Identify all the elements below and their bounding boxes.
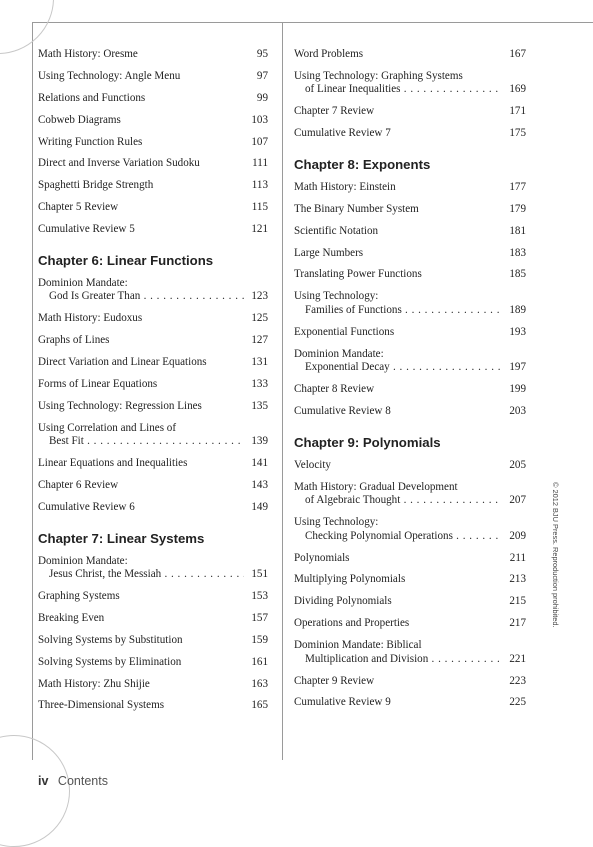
toc-entry	[294, 696, 526, 710]
toc-entry-title	[294, 326, 502, 340]
toc-entry	[38, 590, 268, 604]
toc-entry-title-line: Graphing Systems	[38, 590, 120, 602]
copyright-note: © 2012 BJU Press. Reproduction prohibited.	[551, 482, 560, 628]
toc-entry	[294, 268, 526, 282]
toc-entry-title-line2	[294, 530, 502, 544]
toc-entry-title	[38, 223, 244, 237]
toc-entry	[38, 457, 268, 471]
chapter-heading: Chapter 8: Exponents	[294, 156, 431, 172]
toc-entry-title	[294, 617, 502, 631]
toc-entry-title-line2	[294, 361, 502, 375]
toc-entry	[38, 277, 268, 304]
toc-entry-title-line2	[38, 435, 244, 449]
toc-entry-title-line: Spaghetti Bridge Strength	[38, 179, 154, 192]
toc-entry-page: 207	[509, 494, 526, 507]
toc-entry	[38, 400, 268, 414]
toc-entry-title	[294, 573, 502, 587]
toc-entry-page: 223	[509, 674, 526, 687]
toc-entry	[294, 595, 526, 609]
toc-entry-title-line: Math History: Gradual Development	[294, 480, 458, 493]
toc-entry	[38, 157, 268, 171]
toc-entry-page: 161	[251, 655, 268, 668]
toc-entry	[38, 92, 268, 106]
toc-entry	[38, 479, 268, 493]
toc-entry-title-line: Chapter 6 Review	[38, 479, 119, 492]
toc-entry-page: 183	[509, 246, 526, 259]
toc-entry-title-line: Using Technology: Graphing Systems	[294, 69, 463, 82]
toc-entry-page: 151	[251, 568, 268, 581]
toc-entry-title	[294, 203, 502, 217]
toc-entry-title	[294, 181, 502, 195]
toc-entry-title-line: Scientific Notation	[294, 224, 379, 237]
toc-entry	[294, 290, 526, 317]
toc-entry	[38, 136, 268, 150]
toc-entry-page: 171	[509, 105, 526, 118]
toc-entry-title	[294, 70, 502, 97]
toc-entry-page: 125	[251, 312, 268, 325]
dot-leader	[140, 290, 244, 302]
toc-entry-page: 159	[251, 633, 268, 646]
toc-entry	[294, 573, 526, 587]
toc-entry-page: 153	[251, 590, 268, 602]
left-rule	[32, 22, 33, 760]
toc-entry-title-line2-text: of Algebraic Thought	[305, 494, 401, 507]
toc-entry	[294, 516, 526, 543]
toc-entry	[38, 501, 268, 515]
toc-entry-page: 169	[509, 83, 526, 96]
toc-entry-page: 141	[251, 457, 268, 470]
toc-entry-title-line: Breaking Even	[38, 611, 105, 624]
toc-entry-title-line: Math History: Oresme	[38, 48, 138, 60]
toc-entry-title	[38, 501, 244, 515]
toc-entry-title-line: Velocity	[294, 458, 331, 471]
toc-entry-page: 177	[509, 180, 526, 193]
toc-entry	[38, 612, 268, 626]
toc-entry	[294, 70, 526, 97]
toc-entry-title-line: Dominion Mandate: Biblical	[294, 639, 422, 652]
footer-label: Contents	[57, 774, 108, 788]
toc-entry-title	[294, 595, 502, 609]
toc-entry-title	[38, 334, 244, 348]
dot-leader	[402, 304, 502, 316]
toc-entry-title-line: Math History: Zhu Shijie	[38, 677, 150, 690]
toc-entry-title-line: Solving Systems by Elimination	[38, 655, 182, 668]
toc-entry-title	[294, 348, 502, 375]
toc-entry-title	[294, 290, 502, 317]
toc-entry-page: 149	[251, 500, 268, 513]
toc-entry-title	[294, 247, 502, 261]
toc-entry-title	[294, 516, 502, 543]
toc-entry-page: 143	[251, 479, 268, 492]
toc-entry	[38, 422, 268, 449]
toc-entry-title-line: Translating Power Functions	[294, 268, 422, 281]
toc-entry-title-line: Operations and Properties	[294, 617, 410, 630]
toc-entry-title-line: Relations and Functions	[38, 91, 146, 104]
toc-entry-page: 203	[509, 405, 526, 418]
toc-entry-page: 133	[251, 377, 268, 390]
toc-entry	[294, 617, 526, 631]
chapter-heading: Chapter 9: Polynomials	[294, 434, 441, 450]
toc-entry-page: 225	[509, 696, 526, 709]
toc-entry-title	[38, 612, 244, 626]
toc-entry	[38, 634, 268, 648]
toc-entry-page: 135	[251, 399, 268, 412]
toc-entry-title-line: Cobweb Diagrams	[38, 113, 121, 126]
toc-entry-page: 121	[251, 223, 268, 236]
toc-entry-page: 185	[509, 268, 526, 281]
toc-entry-page: 211	[509, 551, 526, 564]
toc-entry-title-line: Using Technology:	[294, 516, 379, 529]
toc-entry-title	[38, 114, 244, 128]
toc-entry-page: 107	[251, 135, 268, 148]
toc-entry-title	[38, 312, 244, 326]
toc-right-column	[294, 48, 526, 718]
toc-entry-page: 97	[256, 69, 268, 82]
toc-entry-title	[38, 378, 244, 392]
toc-entry-title	[294, 552, 502, 566]
toc-entry-page: 163	[251, 677, 268, 690]
toc-entry	[294, 181, 526, 195]
toc-entry-title-line2	[294, 304, 502, 318]
toc-entry-title-line: Multiplying Polynomials	[294, 573, 406, 586]
toc-entry-page: 189	[509, 303, 526, 316]
toc-entry-title	[38, 136, 244, 150]
toc-entry-title-line: Word Problems	[294, 48, 364, 60]
toc-entry-title	[38, 70, 244, 84]
toc-entry	[38, 334, 268, 348]
toc-entry-title-line: Chapter 5 Review	[38, 201, 119, 214]
toc-entry-title-line2-text: Jesus Christ, the Messiah	[49, 568, 162, 581]
toc-entry	[38, 656, 268, 670]
toc-entry-title	[294, 268, 502, 282]
toc-left-column	[38, 48, 268, 721]
decorative-arc-bottom	[0, 735, 70, 847]
toc-entry-page: 221	[509, 652, 526, 665]
toc-entry	[38, 378, 268, 392]
toc-entry	[38, 223, 268, 237]
toc-entry-title-line2-text: Best Fit	[49, 435, 84, 448]
toc-entry-title	[294, 127, 502, 141]
top-rule	[32, 22, 593, 23]
toc-entry-title	[294, 459, 502, 473]
toc-entry-title	[38, 48, 244, 62]
toc-entry-title-line: Cumulative Review 7	[294, 127, 391, 140]
toc-entry-title	[294, 639, 502, 666]
toc-entry-title-line: Solving Systems by Substitution	[38, 633, 183, 646]
toc-entry-title-line: Polynomials	[294, 551, 350, 564]
toc-entry-page: 181	[509, 224, 526, 237]
toc-entry-title-line2	[294, 494, 502, 508]
toc-entry-title-line2-text: Families of Functions	[305, 303, 402, 316]
dot-leader	[400, 494, 502, 506]
toc-entry-title	[38, 457, 244, 471]
toc-entry-title-line2-text: Checking Polynomial Operations	[305, 529, 453, 542]
toc-entry	[294, 481, 526, 508]
toc-entry-title-line2-text: God Is Greater Than	[49, 290, 141, 303]
toc-entry-title-line2	[38, 568, 244, 582]
toc-entry-title	[294, 383, 502, 397]
toc-entry	[38, 678, 268, 692]
toc-entry-title-line: Chapter 8 Review	[294, 383, 375, 396]
toc-entry-title-line: Math History: Einstein	[294, 180, 396, 193]
toc-entry-page: 115	[251, 201, 268, 214]
toc-entry-title	[38, 590, 244, 604]
toc-entry	[294, 639, 526, 666]
toc-entry-page: 127	[251, 334, 268, 347]
toc-entry-title-line: Cumulative Review 5	[38, 223, 135, 236]
toc-entry-title	[38, 277, 244, 304]
toc-entry-page: 199	[509, 383, 526, 396]
toc-entry	[38, 555, 268, 582]
toc-entry-title-line: Chapter 7 Review	[294, 105, 375, 118]
toc-entry-title	[38, 356, 244, 370]
toc-entry-page: 215	[509, 595, 526, 608]
toc-entry-title	[38, 92, 244, 106]
toc-entry-page: 113	[251, 179, 268, 192]
toc-entry-title	[294, 48, 502, 62]
toc-entry-title	[294, 675, 502, 689]
toc-entry-title-line: Dividing Polynomials	[294, 595, 392, 608]
toc-entry	[38, 356, 268, 370]
toc-entry	[294, 552, 526, 566]
toc-entry-title-line2-text: Exponential Decay	[305, 361, 390, 374]
toc-entry-title-line: Cumulative Review 6	[38, 500, 135, 513]
toc-entry-title-line: Direct Variation and Linear Equations	[38, 355, 207, 368]
toc-entry	[294, 225, 526, 239]
toc-entry-page: 193	[509, 325, 526, 338]
toc-entry	[294, 405, 526, 419]
toc-entry-title-line: Linear Equations and Inequalities	[38, 457, 188, 470]
toc-entry-page: 209	[509, 529, 526, 542]
toc-entry-title-line: Three-Dimensional Systems	[38, 699, 165, 712]
dot-leader	[453, 530, 502, 542]
toc-entry-page: 95	[256, 48, 268, 60]
toc-entry-title-line: Graphs of Lines	[38, 334, 110, 347]
toc-entry	[38, 699, 268, 713]
toc-entry	[38, 312, 268, 326]
toc-entry-title-line: Forms of Linear Equations	[38, 377, 158, 390]
toc-entry-title-line: Using Technology:	[294, 290, 379, 303]
toc-entry-title-line2	[294, 653, 502, 667]
toc-entry-title	[294, 696, 502, 710]
toc-entry-page: 213	[509, 573, 526, 586]
toc-entry	[294, 247, 526, 261]
toc-entry	[294, 675, 526, 689]
toc-entry-title-line: Cumulative Review 9	[294, 696, 391, 709]
toc-entry-page: 167	[509, 48, 526, 60]
toc-entry-title-line: Direct and Inverse Variation Sudoku	[38, 157, 200, 170]
page-footer	[38, 774, 108, 788]
toc-entry-title	[38, 157, 244, 171]
toc-entry-page: 217	[509, 617, 526, 630]
toc-entry-title	[38, 678, 244, 692]
toc-entry-title-line: Writing Function Rules	[38, 135, 143, 148]
toc-entry	[294, 203, 526, 217]
toc-entry	[38, 48, 268, 62]
dot-leader	[161, 568, 244, 580]
toc-entry-title	[294, 405, 502, 419]
toc-entry-title	[38, 179, 244, 193]
toc-entry-title	[294, 481, 502, 508]
toc-entry-title-line: Exponential Functions	[294, 325, 395, 338]
toc-entry-page: 197	[509, 361, 526, 374]
toc-entry-title	[294, 225, 502, 239]
toc-entry-title-line: Dominion Mandate:	[38, 554, 128, 567]
toc-entry	[294, 348, 526, 375]
toc-entry-page: 165	[251, 699, 268, 712]
column-divider	[282, 22, 283, 760]
toc-entry	[294, 48, 526, 62]
dot-leader	[84, 435, 244, 447]
toc-entry-title-line: The Binary Number System	[294, 202, 419, 215]
toc-entry-title-line: Chapter 9 Review	[294, 674, 375, 687]
toc-entry	[38, 179, 268, 193]
toc-entry-title-line2-text: Multiplication and Division	[305, 652, 429, 665]
toc-entry-title	[294, 105, 502, 119]
toc-entry-page: 157	[251, 611, 268, 624]
toc-entry-page: 131	[251, 355, 268, 368]
toc-entry	[38, 70, 268, 84]
toc-entry-title	[38, 201, 244, 215]
chapter-heading: Chapter 6: Linear Functions	[38, 252, 214, 268]
toc-entry-page: 139	[251, 435, 268, 448]
toc-entry-title	[38, 400, 244, 414]
footer-page-number: iv	[38, 774, 49, 788]
toc-entry-title	[38, 422, 244, 449]
toc-entry	[294, 383, 526, 397]
toc-entry-title-line: Using Technology: Angle Menu	[38, 69, 181, 82]
toc-entry-title-line2-text: of Linear Inequalities	[305, 83, 401, 96]
toc-entry-title-line: Large Numbers	[294, 246, 364, 259]
toc-entry-page: 123	[251, 290, 268, 303]
toc-entry	[294, 459, 526, 473]
dot-leader	[390, 361, 502, 373]
toc-entry	[294, 326, 526, 340]
dot-leader	[401, 83, 503, 95]
toc-entry-page: 111	[252, 157, 268, 170]
toc-entry-title	[38, 656, 244, 670]
toc-entry-title	[38, 634, 244, 648]
toc-entry-title-line: Dominion Mandate:	[294, 347, 384, 360]
toc-entry-page: 175	[509, 127, 526, 140]
toc-entry-title	[38, 699, 244, 713]
toc-entry-title	[38, 555, 244, 582]
toc-entry-title-line: Cumulative Review 8	[294, 405, 391, 418]
toc-entry-title-line: Using Technology: Regression Lines	[38, 399, 202, 412]
toc-entry-page: 205	[509, 458, 526, 471]
toc-entry-title-line: Dominion Mandate:	[38, 276, 128, 289]
toc-entry-title-line2	[38, 290, 244, 304]
toc-entry	[294, 105, 526, 119]
toc-entry-page: 99	[256, 91, 268, 104]
chapter-heading: Chapter 7: Linear Systems	[38, 530, 205, 546]
toc-entry-page: 179	[509, 202, 526, 215]
toc-entry	[294, 127, 526, 141]
toc-entry-title-line: Math History: Eudoxus	[38, 312, 143, 325]
dot-leader	[428, 653, 502, 665]
toc-entry-page: 103	[251, 113, 268, 126]
toc-entry	[38, 114, 268, 128]
toc-entry-title	[38, 479, 244, 493]
toc-entry-title-line2	[294, 83, 502, 97]
decorative-arc-top	[0, 0, 54, 54]
toc-entry	[38, 201, 268, 215]
toc-entry-title-line: Using Correlation and Lines of	[38, 421, 177, 434]
